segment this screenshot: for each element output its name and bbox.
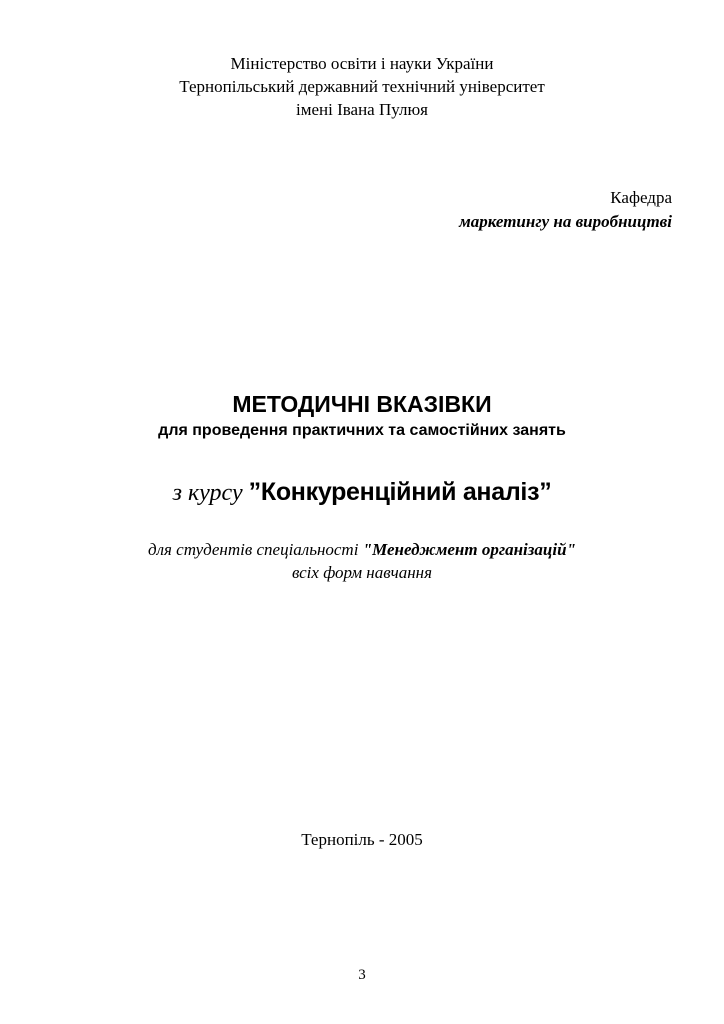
- page-number: 3: [358, 967, 366, 983]
- ministry-line: Міністерство освіти і науки України: [230, 54, 494, 73]
- specialty-name: "Менеджмент організацій": [362, 540, 576, 559]
- department-name: маркетингу на виробництві: [459, 212, 672, 231]
- course-prefix: з курсу: [172, 480, 243, 506]
- university-line: Тернопільський державний технічний університет: [179, 77, 545, 96]
- department-label: Кафедра: [610, 188, 672, 207]
- course-name: ”Конкуренційний аналіз”: [248, 478, 552, 506]
- course-line: [0, 476, 724, 509]
- document-subtitle: для проведення практичних та самостійних занять: [158, 422, 566, 439]
- specialty-line: [0, 539, 724, 561]
- named-after-line: імені Івана Пулюя: [295, 100, 429, 119]
- city-year: Тернопіль - 2005: [301, 830, 423, 849]
- document-title: МЕТОДИЧНІ ВКАЗІВКИ: [232, 391, 492, 417]
- specialty-prefix: для студентів спеціальності: [148, 540, 359, 559]
- study-forms-line: всіх форм навчання: [291, 563, 432, 582]
